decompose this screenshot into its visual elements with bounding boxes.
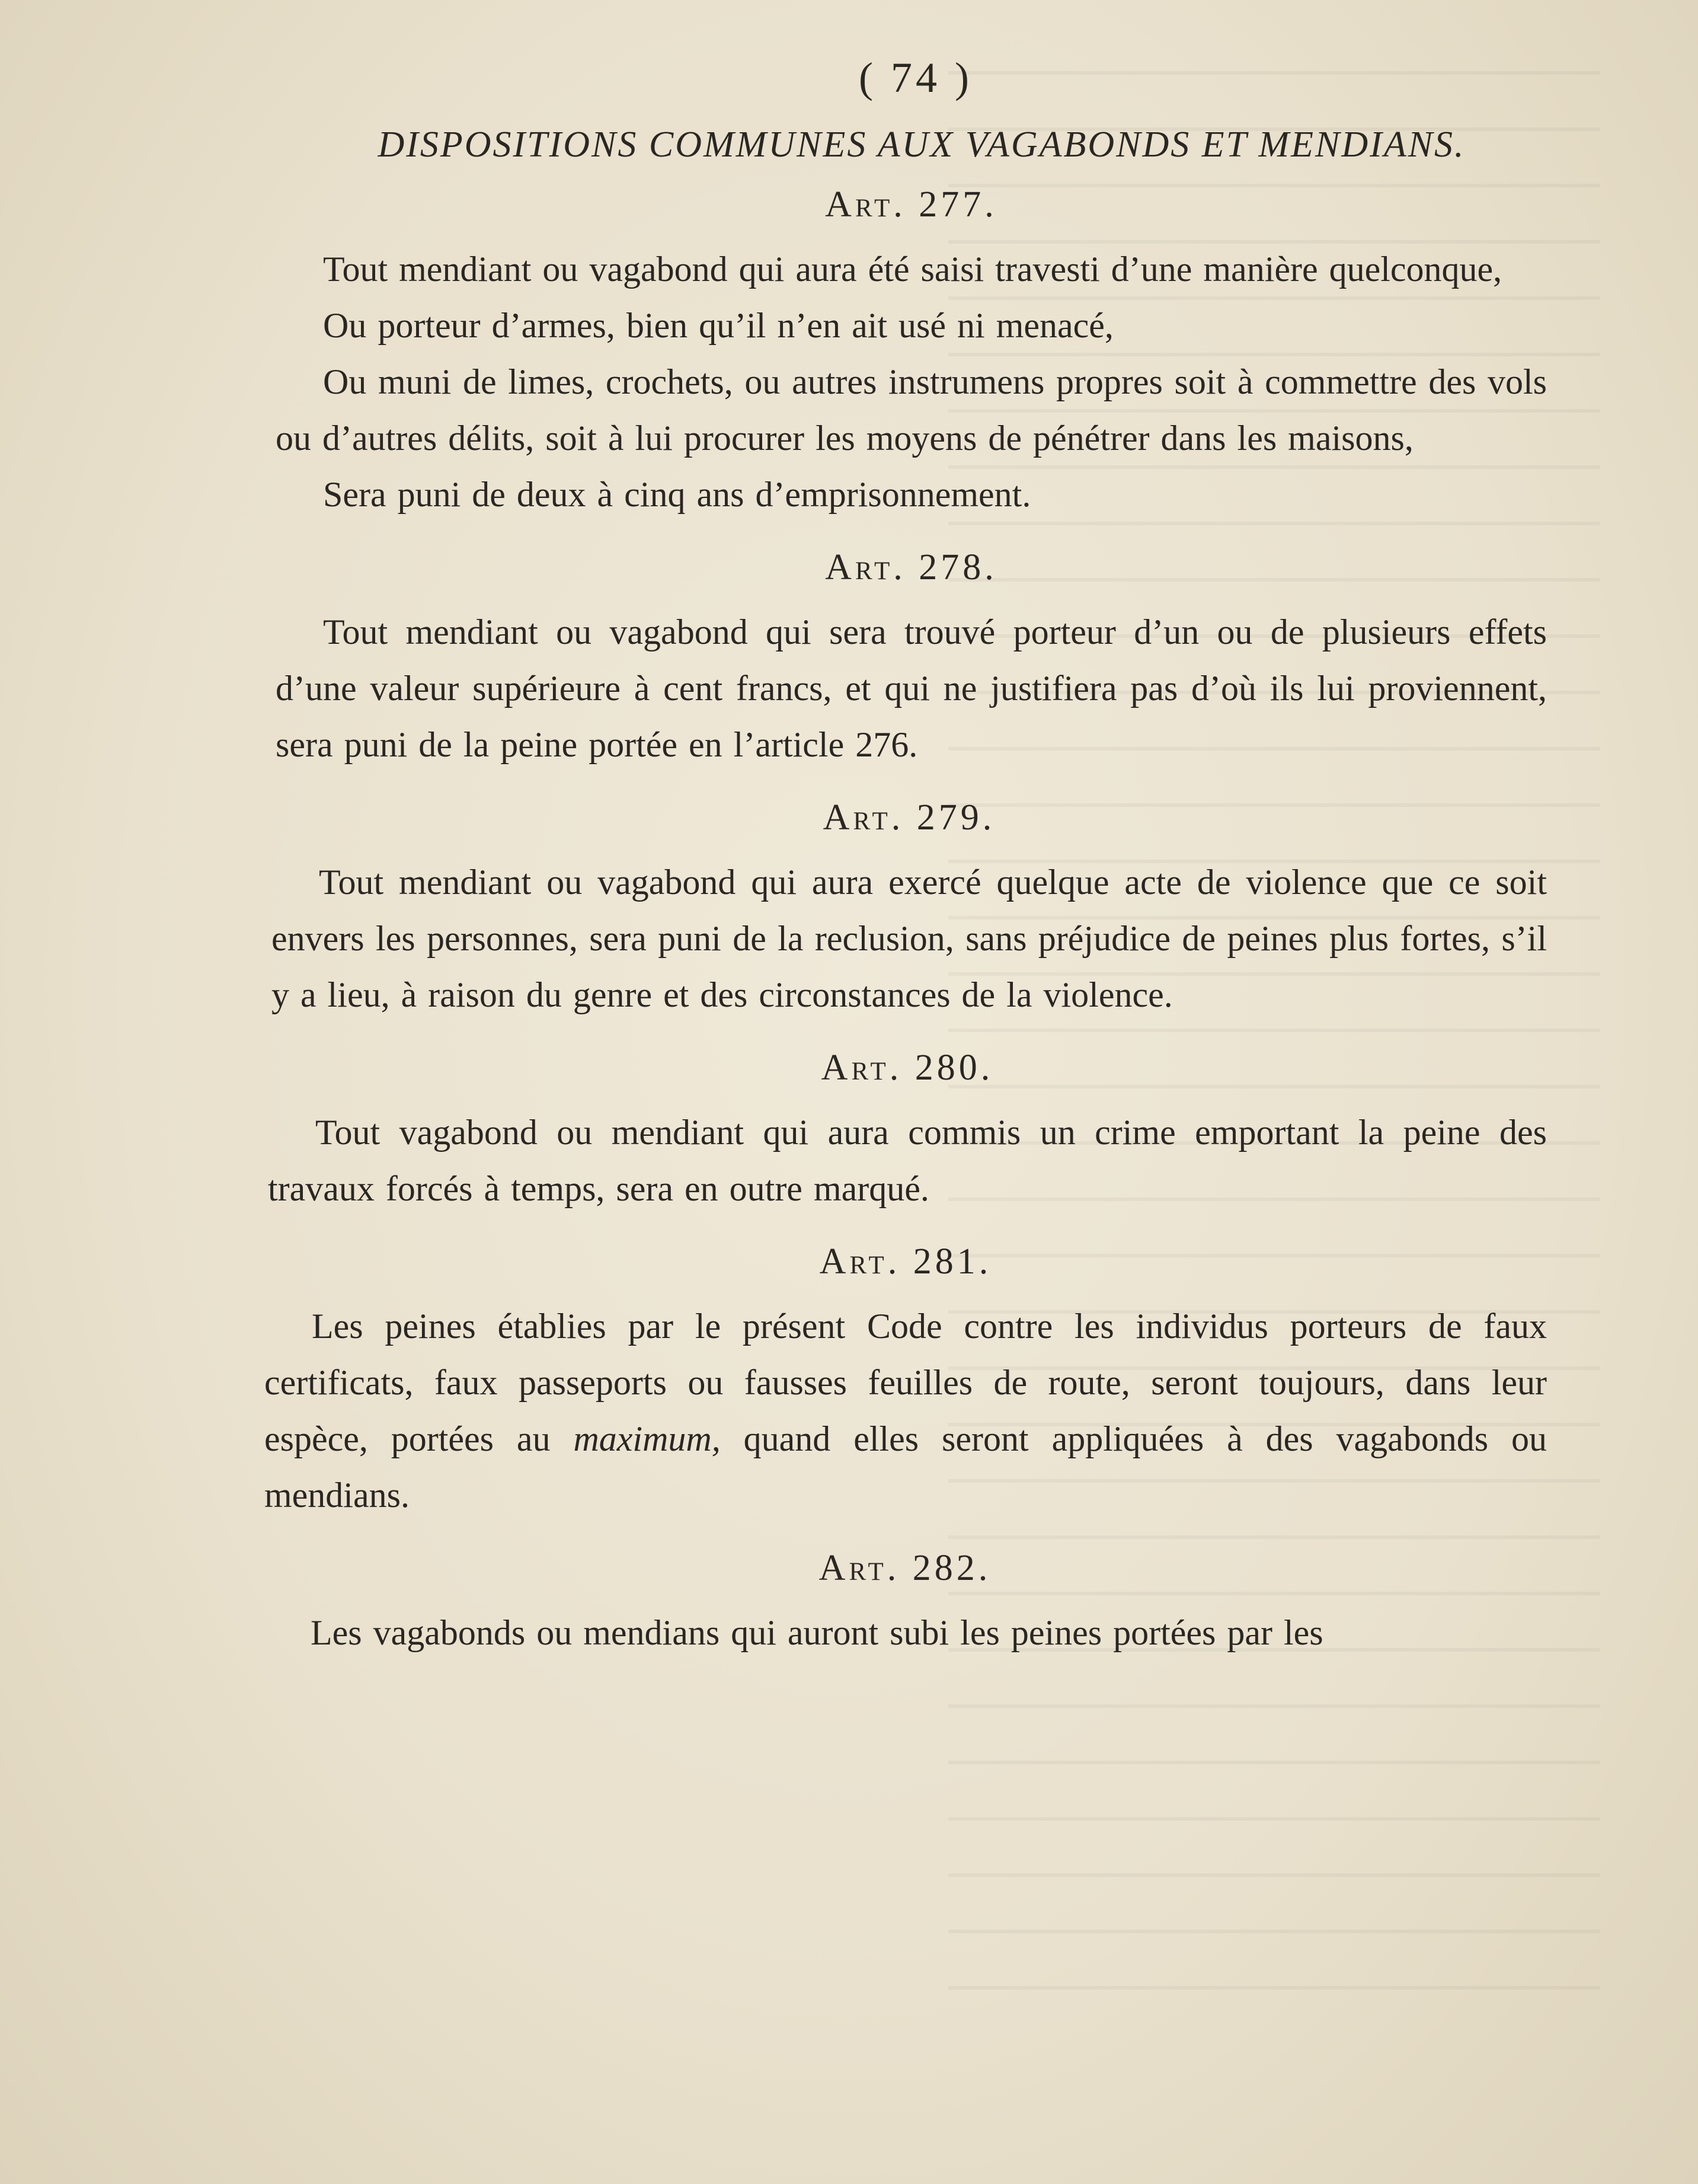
article-paragraph: Sera puni de deux à cinq ans d’emprisonnement. [323,475,1031,514]
article-paragraph: Ou muni de limes, crochets, ou autres instrumens propres soit à commettre des vols ou d’autres délits, soit à lui procurer les moyens de pénétrer dans les maisons, [276,362,1547,458]
article-paragraph: Tout mendiant ou vagabond qui sera trouvé porteur d’un ou de plusieurs effets d’une valeur supérieure à cent francs, et qui ne justifiera pas d’où ils lui proviennent, sera puni de la peine portée en l’article 276. [276,612,1547,764]
article-280 [261,1047,1547,1217]
article-heading: Art. 281. [819,1241,992,1282]
text-column [261,53,1547,1685]
article-278 [261,547,1547,773]
section-title: DISPOSITIONS COMMUNES AUX VAGABONDS ET MENDIANS. [378,124,1466,165]
article-paragraph [264,1298,1547,1524]
article-heading: Art. 282. [818,1548,992,1588]
article-heading: Art. 277. [825,184,997,225]
article-282 [261,1547,1547,1661]
article-paragraph: Tout mendiant ou vagabond qui aura été saisi travesti d’une manière quelconque, [323,250,1502,289]
article-heading: Art. 278. [825,547,997,587]
article-paragraph: Tout vagabond ou mendiant qui aura commis un crime emportant la peine des travaux forcés à temps, sera en outre marqué. [268,1113,1547,1208]
article-heading: Art. 280. [821,1048,994,1088]
article-paragraph: Les vagabonds ou mendians qui auront subi les peines portées par les [311,1613,1323,1652]
article-281 [261,1241,1547,1524]
page-number: ( 74 ) [859,54,973,101]
article-heading: Art. 279. [823,797,996,838]
article-paragraph: Ou porteur d’armes, bien qu’il n’en ait usé ni menacé, [323,306,1114,345]
paragraph-text: Les peines établies par le présent Code contre les individus porteurs de faux certificats, faux passeports ou fausses feuilles de route, seront toujours, dans leur espèce, portées au [264,1307,1547,1458]
article-277 [261,184,1547,523]
italic-term: maximum, [573,1419,721,1458]
article-paragraph: Tout mendiant ou vagabond qui aura exercé quelque acte de violence que ce soit envers les personnes, sera puni de la reclusion, sans préjudice de peines plus fortes, s’il y a lieu, à raison du genre et des circonstances de la violence. [271,863,1547,1014]
article-279 [261,797,1547,1023]
paragraph-text: quand elles seront appliquées à des vagabonds ou mendians. [264,1419,1547,1515]
